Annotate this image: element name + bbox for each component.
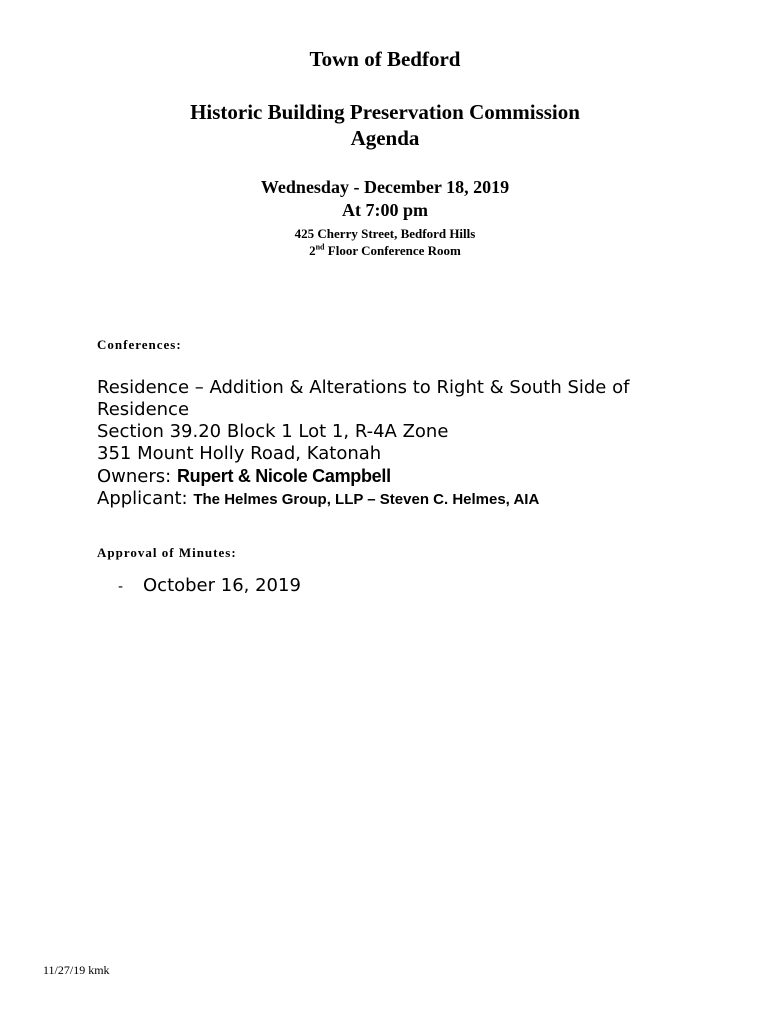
footer-note: 11/27/19 kmk [43,963,110,977]
owners-line [97,465,717,488]
list-item [118,575,301,598]
floor-suffix: nd [315,242,325,252]
conferences-heading: Conferences: [97,337,182,352]
room-name: Floor Conference Room [324,243,461,258]
meeting-date: Wednesday - December 18, 2019 [260,177,510,197]
owners-value: Rupert & Nicole Campbell [176,466,391,486]
minutes-date: October 16, 2019 [143,575,301,596]
property-address: 351 Mount Holly Road, Katonah [97,443,382,464]
applicant-label: Applicant: [97,488,194,509]
floor-number: 2 [309,243,316,258]
minutes-heading: Approval of Minutes: [97,545,237,560]
section-block-lot: Section 39.20 Block 1 Lot 1, R-4A Zone [97,421,449,442]
project-description: Residence – Addition & Alterations to Right & South Side of [97,377,630,398]
meeting-datetime [0,176,770,222]
applicant-value: The Helmes Group, LLP – Steven C. Helmes, AIA [193,491,540,508]
location-street: 425 Cherry Street, Bedford Hills [294,226,476,241]
document-type: Agenda [350,126,420,150]
meeting-location [0,225,770,259]
location-room [0,242,770,259]
applicant-line [97,488,717,511]
meeting-time: At 7:00 pm [342,200,428,220]
conference-item [97,377,717,511]
project-description-cont: Residence [97,399,190,420]
owners-label: Owners: [97,466,177,487]
town-title: Town of Bedford [309,47,461,71]
bullet-dash: - [118,579,124,595]
commission-name: Historic Building Preservation Commission [190,100,580,124]
commission-title [0,99,770,151]
